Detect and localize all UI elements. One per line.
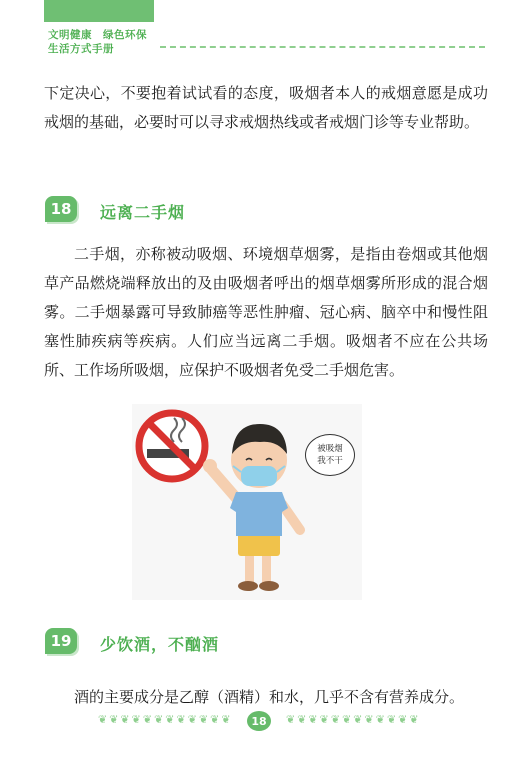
section-body: 酒的主要成分是乙醇（酒精）和水，几乎不含有营养成分。 xyxy=(74,688,465,706)
speech-bubble-line: 我不干 xyxy=(317,456,343,466)
speech-bubble-line: 被吸烟 xyxy=(317,444,343,454)
header-divider xyxy=(160,46,485,48)
section-title: 少饮酒，不酗酒 xyxy=(100,635,220,654)
section-title: 远离二手烟 xyxy=(100,203,186,222)
header-subtitle: 生活方式手册 xyxy=(48,43,114,55)
footer-leaves-decoration: ❦❦❦❦❦❦❦❦❦❦❦❦ xyxy=(286,713,421,726)
section-number-badge: 19 xyxy=(45,628,77,654)
section-number-badge: 18 xyxy=(45,196,77,222)
speech-bubble xyxy=(305,434,355,476)
intro-paragraph: 下定决心，不要抱着试试看的态度，吸烟者本人的戒烟意愿是成功戒烟的基础，必要时可以寻求戒烟热线或者戒烟门诊等专业帮助。 xyxy=(44,84,488,131)
page-number: 18 xyxy=(247,711,271,731)
section-body: 二手烟，亦称被动吸烟、环境烟草烟雾，是指由卷烟或其他烟草产品燃烧端释放出的及由吸烟者呼出的烟草烟雾所形成的混合烟雾。二手烟暴露可导致肺癌等恶性肿瘤、冠心病、脑卒中和慢性阻塞性肺疾病等疾病。人们应当远离二手烟。吸烟者不应在公共场所、工作场所吸烟，应保护不吸烟者免受二手烟危害。 xyxy=(44,245,488,379)
header-title: 文明健康 绿色环保 xyxy=(48,29,147,41)
no-smoking-sign-icon xyxy=(139,413,205,479)
header-color-bar xyxy=(44,0,154,22)
footer-leaves-decoration: ❦❦❦❦❦❦❦❦❦❦❦❦ xyxy=(98,713,233,726)
